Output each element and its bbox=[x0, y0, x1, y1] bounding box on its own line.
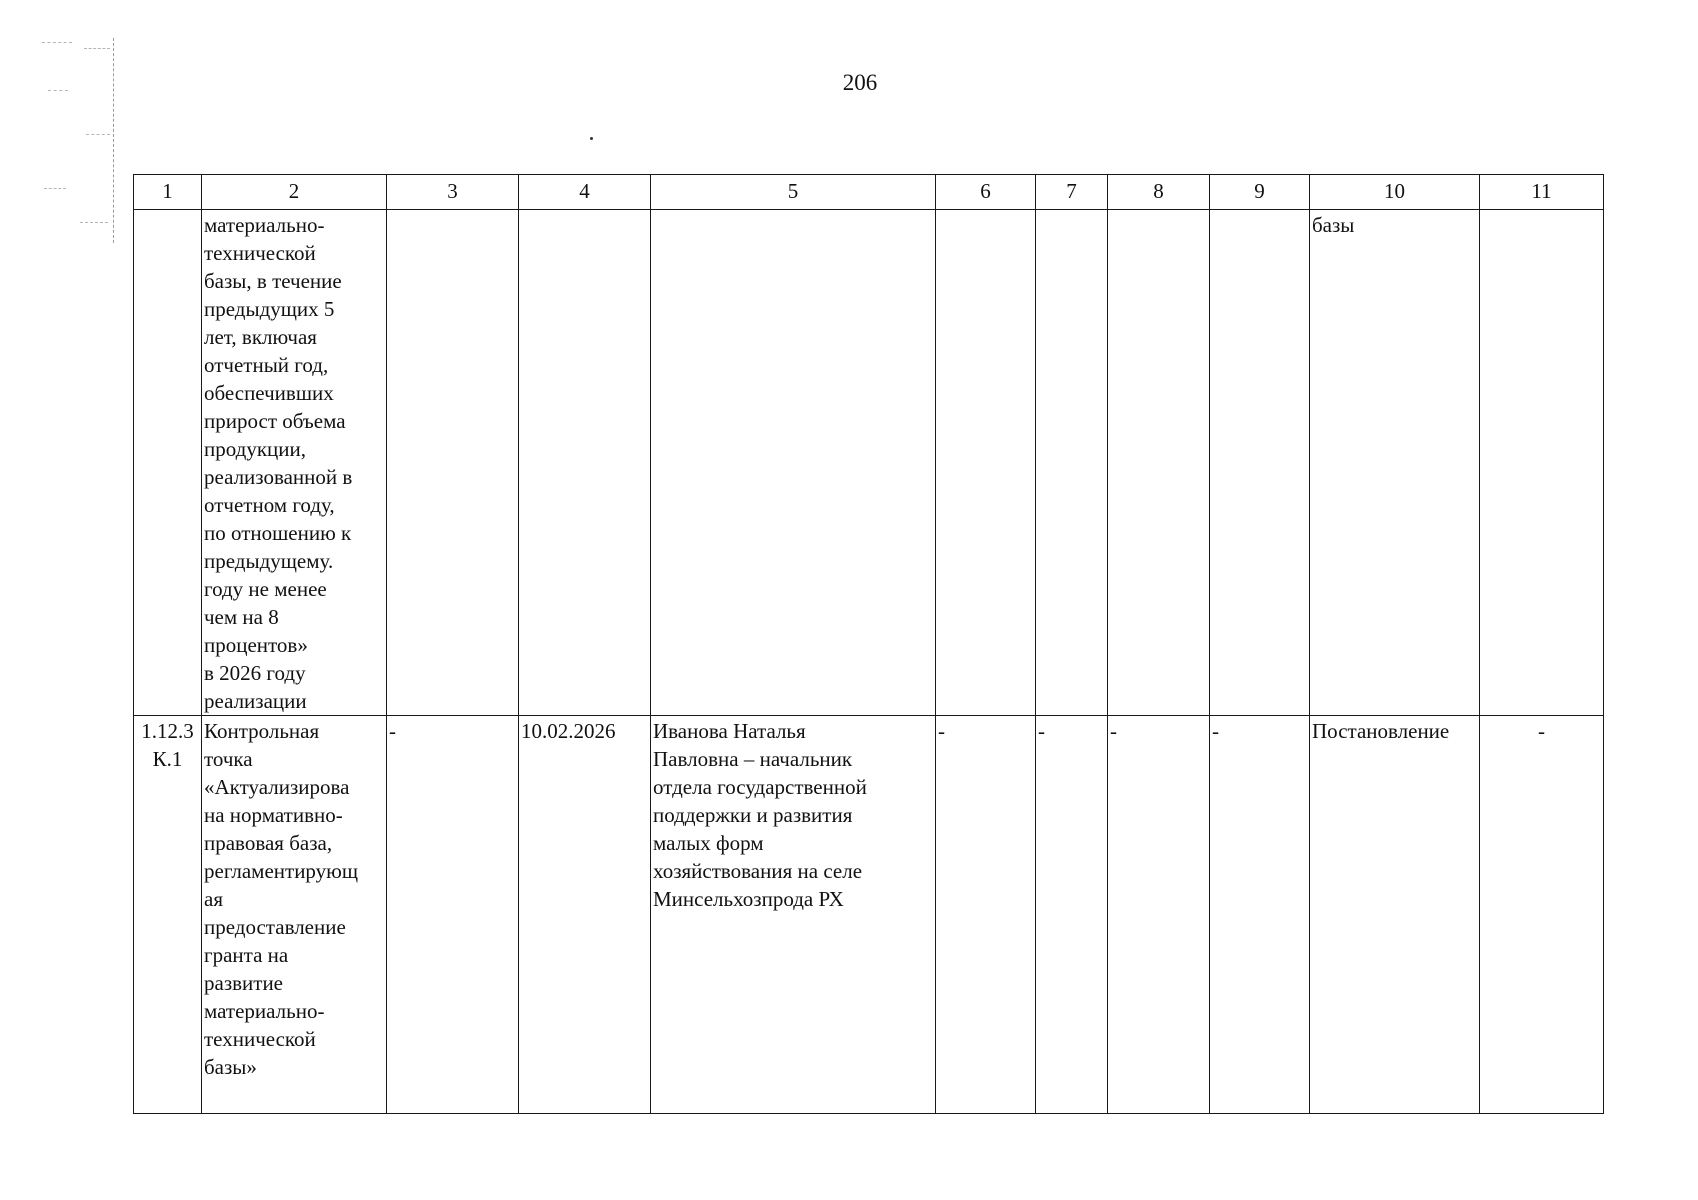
table-cell: 10.02.2026 bbox=[519, 716, 651, 1114]
table-cell: - bbox=[1480, 716, 1604, 1114]
table-cell: - bbox=[387, 716, 519, 1114]
page-number: 206 bbox=[842, 70, 878, 95]
column-header: 8 bbox=[1108, 175, 1210, 210]
table-cell bbox=[936, 210, 1036, 716]
scan-speck bbox=[590, 137, 593, 140]
table-cell: Постановление bbox=[1310, 716, 1480, 1114]
table-row bbox=[134, 716, 1604, 1114]
table-cell bbox=[651, 210, 936, 716]
column-header: 11 bbox=[1480, 175, 1604, 210]
column-header: 5 bbox=[651, 175, 936, 210]
column-header: 2 bbox=[202, 175, 387, 210]
table-cell: - bbox=[1210, 716, 1310, 1114]
table-row bbox=[134, 210, 1604, 716]
table-cell: Контрольная точка «Актуализирова на нормативно- правовая база, регламентирующ ая предоставление гранта на развитие материально- технической базы» bbox=[202, 716, 387, 1114]
table-cell bbox=[1210, 210, 1310, 716]
column-header: 3 bbox=[387, 175, 519, 210]
table-header-row bbox=[134, 175, 1604, 210]
table-cell: - bbox=[936, 716, 1036, 1114]
table-cell: - bbox=[1108, 716, 1210, 1114]
column-header: 9 bbox=[1210, 175, 1310, 210]
table-cell: материально- технической базы, в течение предыдущих 5 лет, включая отчетный год, обеспечивших прирост объема продукции, реализованной в отчетном году, по отношению к предыдущему. году не менее чем на 8 процентов» в 2026 году реализации bbox=[202, 210, 387, 716]
table-cell bbox=[1108, 210, 1210, 716]
table-cell: Иванова Наталья Павловна – начальник отдела государственной поддержки и развития малых форм хозяйствования на селе Минсельхозпрода РХ bbox=[651, 716, 936, 1114]
data-table bbox=[133, 174, 1604, 1114]
column-header: 4 bbox=[519, 175, 651, 210]
column-header: 7 bbox=[1036, 175, 1108, 210]
table-cell bbox=[134, 210, 202, 716]
table-cell bbox=[1480, 210, 1604, 716]
table-cell bbox=[1036, 210, 1108, 716]
table-cell bbox=[519, 210, 651, 716]
table-cell: - bbox=[1036, 716, 1108, 1114]
column-header: 6 bbox=[936, 175, 1036, 210]
table-cell: 1.12.3 К.1 bbox=[134, 716, 202, 1114]
table-cell bbox=[387, 210, 519, 716]
column-header: 10 bbox=[1310, 175, 1480, 210]
column-header: 1 bbox=[134, 175, 202, 210]
table-cell: базы bbox=[1310, 210, 1480, 716]
